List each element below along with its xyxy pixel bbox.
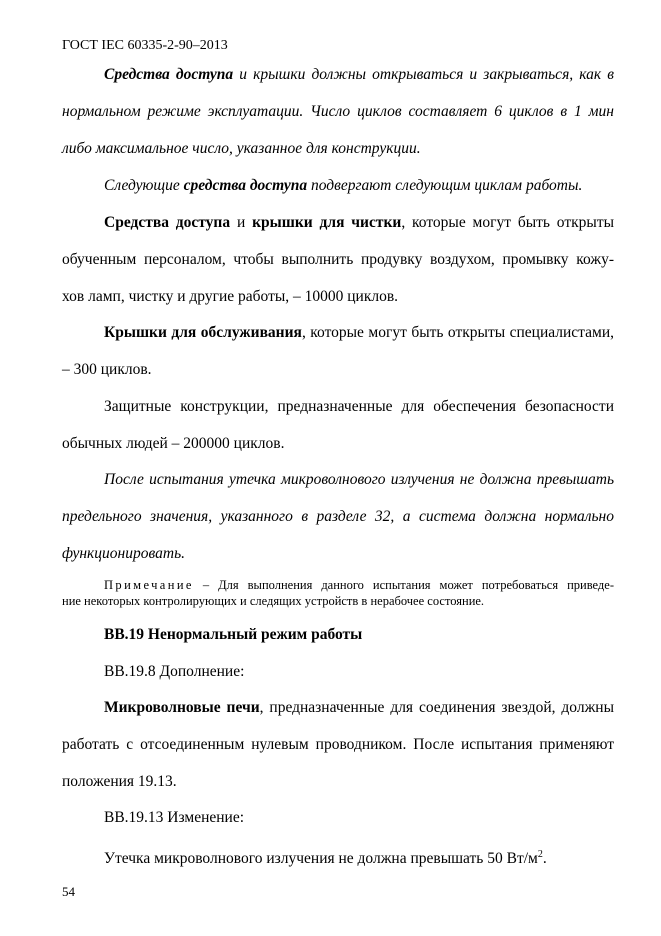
term-access-means: Средства доступа — [104, 214, 231, 231]
page-number: 54 — [62, 884, 75, 899]
note-line: ние некоторых контролирующих и следящих устройств в нерабочее состояние. — [62, 594, 485, 608]
paragraph-line: После испытания утечка микроволнового излучения не должна превышать — [104, 471, 614, 488]
document-header: ГОСТ IEC 60335-2-90–2013 — [62, 38, 228, 53]
paragraph-line: положения 19.13. — [62, 773, 177, 790]
text-run: Утечка микроволнового излучения не должна превышать 50 Вт/м — [104, 850, 538, 868]
paragraph-line: – 300 циклов. — [62, 361, 152, 378]
paragraph-line — [104, 699, 614, 717]
subclause-title: ВВ.19.13 Изменение: — [104, 809, 245, 826]
paragraph-line — [104, 177, 582, 195]
text-run: , предназначенные для соединения звездой, должны — [259, 699, 614, 716]
text-run: и — [230, 214, 253, 231]
term-access-means: средства доступа — [183, 177, 308, 194]
text-run: . — [542, 850, 547, 868]
subclause-title: ВВ.19.8 Дополнение: — [104, 663, 245, 680]
term-cleaning-covers: крышки для чистки — [252, 214, 402, 231]
text-run: Следующие — [104, 177, 184, 194]
text-run: , которые могут быть открыты специалистами, — [301, 324, 614, 341]
paragraph-line — [104, 66, 614, 84]
note-label: Примечание — [104, 578, 194, 592]
note-line — [104, 578, 614, 593]
text-run: подвергают следующим циклам работы. — [307, 177, 583, 194]
paragraph-line: обычных людей – 200000 циклов. — [62, 435, 285, 452]
paragraph-line: нормальном режиме эксплуатации. Число циклов составляет 6 циклов в 1 мин — [62, 103, 614, 120]
paragraph-line: либо максимальное число, указанное для конструкции. — [62, 140, 421, 157]
term-service-covers: Крышки для обслуживания — [104, 324, 302, 341]
section-heading: ВВ.19 Ненормальный режим работы — [104, 626, 363, 643]
paragraph-line: обученным персоналом, чтобы выполнить продувку воздухом, промывку кожу- — [62, 251, 614, 268]
paragraph-line: предельного значения, указанного в разделе 32, а система должна нормально — [62, 508, 614, 525]
term-microwave-ovens: Микроволновые печи — [104, 699, 260, 716]
paragraph-line — [104, 846, 547, 868]
paragraph-line — [104, 324, 614, 342]
text-run: – Для выполнения данного испытания может потребоваться приведе- — [193, 578, 614, 592]
paragraph-line: работать с отсоединенным нулевым проводником. После испытания применяют — [62, 736, 614, 753]
text-run: , которые могут быть открыты — [401, 214, 615, 231]
superscript: 2 — [537, 849, 543, 860]
paragraph-line: хов ламп, чистку и другие работы, – 10000 циклов. — [62, 288, 399, 305]
paragraph-line: Защитные конструкции, предназначенные для обеспечения безопасности — [104, 398, 614, 415]
term-access-means: Средства доступа — [104, 66, 234, 83]
paragraph-line: функционировать. — [62, 545, 185, 562]
paragraph-line — [104, 214, 614, 232]
text-run: и крышки должны открываться и закрываться, как в — [233, 66, 614, 83]
